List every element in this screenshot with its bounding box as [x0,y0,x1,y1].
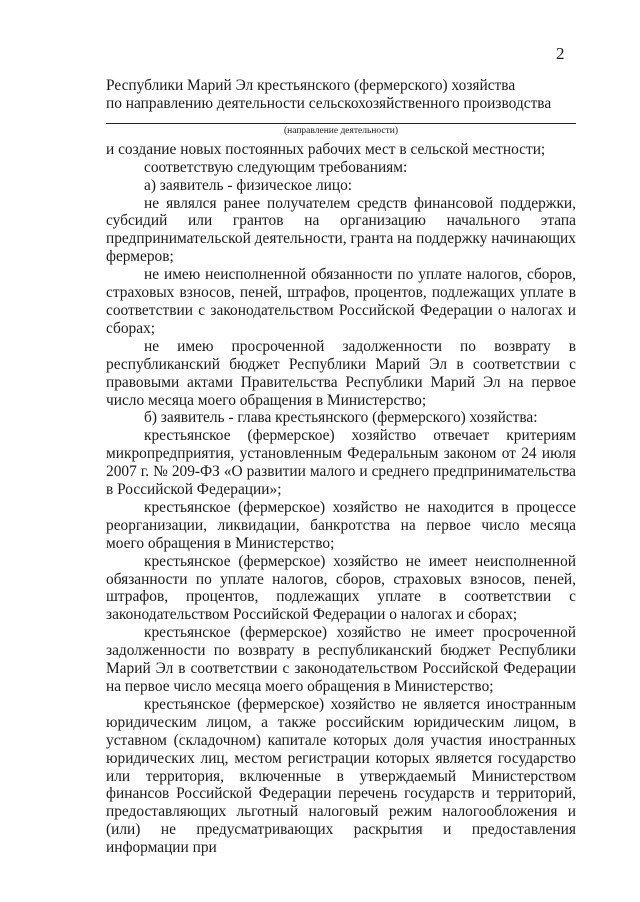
paragraph: не имею просроченной задолженности по возврату в республиканский бюджет Республики Марий Эл в соответствии с правовыми актами Правительства Республики Марий Эл на первое число месяца моего обращения в Министерство; [106,337,576,409]
document-body [106,77,576,857]
paragraph: а) заявитель - физическое лицо: [144,176,353,194]
paragraph: крестьянское (фермерское) хозяйство не имеет просроченной задолженности по возврату в республиканский бюджет Республики Марий Эл в соответствии с законодательством Российской Федерации на первое число месяца моего обращения в Министерство; [106,624,576,695]
paragraph: соответствую следующим требованиям: [144,158,408,176]
paragraph: б) заявитель - глава крестьянского (фермерского) хозяйства: [144,409,538,427]
paragraph: не являлся ранее получателем средств финансовой поддержки, субсидий или грантов на организацию начального этапа предпринимательской деятельности, гранта на поддержку начинающих фермеров; [106,194,576,266]
paragraph: крестьянское (фермерское) хозяйство не находится в процессе реорганизации, ликвидации, банкротства на первое число месяца моего обращения в Министерство; [106,498,576,552]
header-line-1: Республики Марий Эл крестьянского (фермерского) хозяйства [106,77,516,94]
paragraph: крестьянское (фермерское) хозяйство не имеет неисполненной обязанности по уплате налогов, сборов, страховых взносов, пеней, штрафов, процентов, подлежащих уплате в соответствии с законодательством Российской Федерации о налогах и сборах; [106,552,576,624]
paragraph: и создание новых постоянных рабочих мест в сельской местности; [106,140,546,158]
underline-rule [106,123,576,124]
page-number: 2 [556,44,565,63]
activity-field [106,123,576,137]
header-line-2: по направлению деятельности сельскохозяйственного производства [106,94,552,112]
paragraph: крестьянское (фермерское) хозяйство отвечает критериям микропредприятия, установленным Федеральным законом от 24 июля 2007 г. № 209-ФЗ «О развитии малого и среднего предпринимательства в Российской Федерации»; [106,427,576,499]
rule-caption: (направление деятельности) [283,125,398,136]
paragraph: не имею неисполненной обязанности по уплате налогов, сборов, страховых взносов, пеней, штрафов, процентов, подлежащих уплате в соответствии с законодательством Российской Федерации о налогах и сборах; [106,266,576,337]
paragraph: крестьянское (фермерское) хозяйство не является иностранным юридическим лицом, а также российским юридическим лицом, в уставном (складочном) капитале которых доля участия иностранных юридических лиц, местом регистрации которых является государство или территория, включенные в утверждаемый Министерством финансов Российской Федерации перечень государств и территорий, предоставляющих льготный налоговый режим налогообложения и (или) не предусматривающих раскрытия и предоставления информации при [106,695,576,857]
